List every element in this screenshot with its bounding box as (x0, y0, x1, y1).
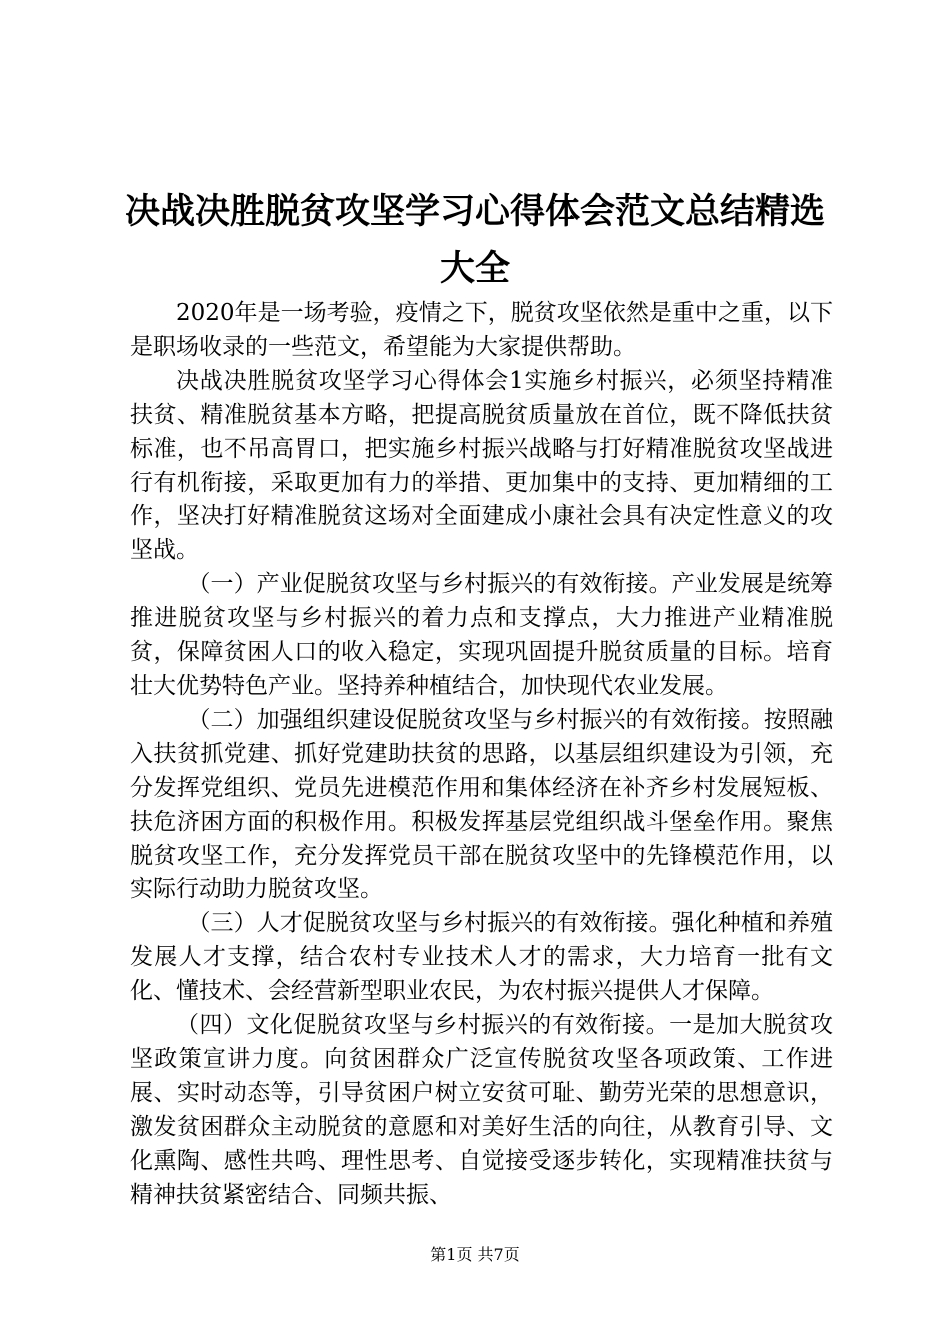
paragraph-section-3: （三）人才促脱贫攻坚与乡村振兴的有效衔接。强化种植和养殖发展人才支撑，结合农村专业技术人才的需求，大力培育一批有文化、懂技术、会经营新型职业农民，为农村振兴提供人才保障。 (130, 910, 833, 1005)
paragraph-section-4: （四）文化促脱贫攻坚与乡村振兴的有效衔接。一是加大脱贫攻坚政策宣讲力度。向贫困群众广泛宣传脱贫攻坚各项政策、工作进展、实时动态等，引导贫困户树立安贫可耻、勤劳光荣的思想意识，激发贫困群众主动脱贫的意愿和对美好生活的向往，从教育引导、文化熏陶、感性共鸣、理性思考、自觉接受逐步转化，实现精准扶贫与精神扶贫紧密结合、同频共振、 (130, 1012, 833, 1208)
document-body (130, 297, 833, 1212)
paragraph-section-2: （二）加强组织建设促脱贫攻坚与乡村振兴的有效衔接。按照融入扶贫抓党建、抓好党建助扶贫的思路，以基层组织建设为引领，充分发挥党组织、党员先进模范作用和集体经济在补齐乡村发展短板、扶危济困方面的积极作用。积极发挥基层党组织战斗堡垒作用。聚焦脱贫攻坚工作，充分发挥党员干部在脱贫攻坚中的先锋模范作用，以实际行动助力脱贫攻坚。 (130, 706, 833, 903)
paragraph-essay-1: 决战决胜脱贫攻坚学习心得体会1实施乡村振兴，必须坚持精准扶贫、精准脱贫基本方略，把提高脱贫质量放在首位，既不降低扶贫标准，也不吊高胃口，把实施乡村振兴战略与打好精准脱贫攻坚战进行有机衔接，采取更加有力的举措、更加集中的支持、更加精细的工作，坚决打好精准脱贫这场对全面建成小康社会具有决定性意义的攻坚战。 (130, 367, 833, 564)
paragraph-section-1: （一）产业促脱贫攻坚与乡村振兴的有效衔接。产业发展是统筹推进脱贫攻坚与乡村振兴的着力点和支撑点，大力推进产业精准脱贫，保障贫困人口的收入稳定，实现巩固提升脱贫质量的目标。培育壮大优势特色产业。坚持养种植结合，加快现代农业发展。 (130, 571, 833, 699)
page-footer: 第1页 共7页 (430, 1245, 520, 1264)
paragraph-intro: 2020年是一场考验，疫情之下，脱贫攻坚依然是重中之重，以下是职场收录的一些范文，希望能为大家提供帮助。 (130, 300, 833, 360)
document-title: 决战决胜脱贫攻坚学习心得体会范文总结精选大全 (124, 191, 825, 289)
